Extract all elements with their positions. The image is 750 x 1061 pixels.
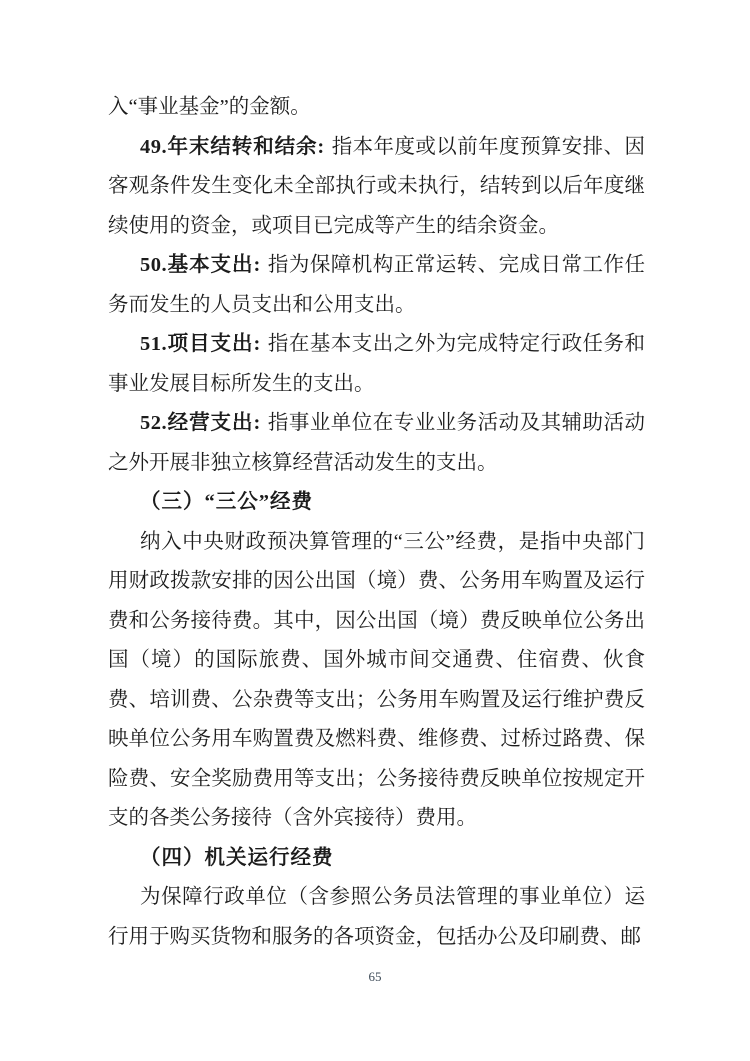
- paragraph-three-public-expenses-body: 纳入中央财政预决算管理的“三公”经费，是指中央部门用财政拨款安排的因公出国（境）费、公务用车购置及运行费和公务接待费。其中，因公出国（境）费反映单位公务出国（境）的国际旅费、国外城市间交通费、住宿费、伙食费、培训费、公杂费等支出；公务用车购置及运行维护费反映单位公务用车购置费及燃料费、维修费、过桥过路费、保险费、安全奖励费用等支出；公务接待费反映单位按规定开支的各类公务接待（含外宾接待）费用。: [108, 530, 645, 829]
- paragraph-term-50: [108, 246, 645, 325]
- term-text-52: 指事业单位在专业业务活动及其辅助活动之外开展非独立核算经营活动发生的支出。: [108, 412, 645, 474]
- term-label-49: 49.年末结转和结余:: [140, 135, 325, 158]
- term-text-49: 指本年度或以前年度预算安排、因客观条件发生变化未全部执行或未执行，结转到以后年度继续使用的资金，或项目已完成等产生的结余资金。: [108, 135, 646, 237]
- term-label-50: 50.基本支出:: [140, 254, 261, 276]
- paragraph-term-52: [108, 404, 645, 483]
- term-label-52: 52.经营支出:: [140, 412, 261, 434]
- page-number: 65: [368, 969, 382, 984]
- document-body: [108, 88, 645, 957]
- paragraph-term-49: [108, 128, 645, 247]
- paragraph-term-51: [108, 325, 645, 404]
- term-text-51: 指在基本支出之外为完成特定行政任务和事业发展目标所发生的支出。: [108, 333, 645, 395]
- section-heading-agency-operating-funds: （四）机关运行经费: [140, 846, 334, 869]
- term-text-50: 指为保障机构正常运转、完成日常工作任务而发生的人员支出和公用支出。: [108, 254, 645, 316]
- term-label-51: 51.项目支出:: [140, 333, 261, 355]
- paragraph-continuation: 入“事业基金”的金额。: [108, 96, 311, 118]
- paragraph-agency-operating-funds-body: 为保障行政单位（含参照公务员法管理的事业单位）运行用于购买货物和服务的各项资金，包括办公及印刷费、邮: [108, 886, 645, 948]
- section-heading-three-public-expenses: （三）“三公”经费: [140, 491, 313, 513]
